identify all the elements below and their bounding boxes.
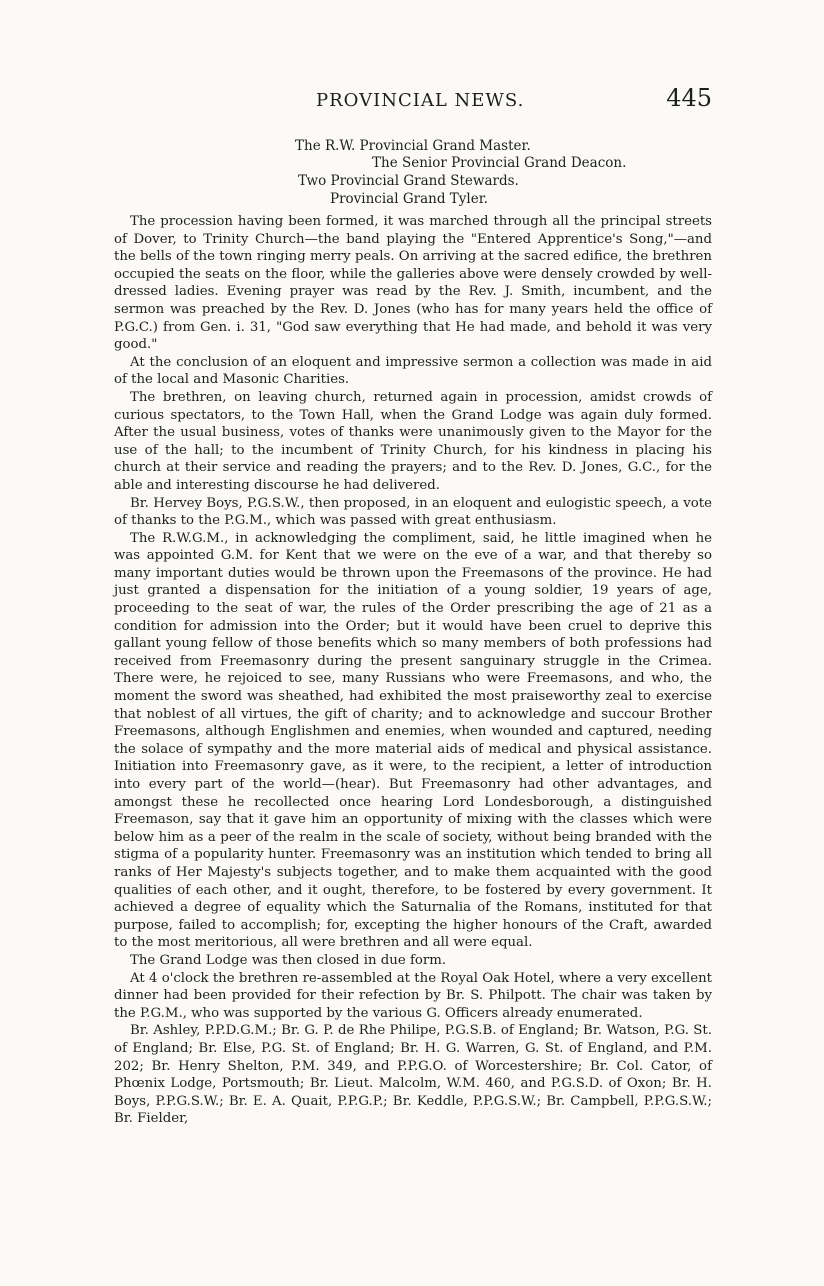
paragraph: The procession having been formed, it was marched through all the principal streets of Dover, to Trinity Church—the band playing the "Entered Apprentice's Song,"—and the bells of the town ringing merry peals. On arriving at the sacred edifice, the brethren occupied the seats on the floor, while the galleries above were densely crowded by well-dressed ladies. Evening prayer was read by the Rev. J. Smith, incumbent, and the sermon was preached by the Rev. D. Jones (who has for many years held the office of P.G.C.) from Gen. i. 31, "God saw everything that He had made, and behold it was very good." [114,214,712,353]
paragraph: Br. Ashley, P.P.D.G.M.; Br. G. P. de Rhe Philipe, P.G.S.B. of England; Br. Watson, P.G. St. of England; Br. Else, P.G. St. of England; Br. H. G. Warren, G. St. of England, and P.M. 202; Br. Henry Shelton, P.M. 349, and P.P.G.O. of Worcestershire; Br. Col. Cator, of Phœnix Lodge, Portsmouth; Br. Lieut. Malcolm, W.M. 460, and P.G.S.D. of Oxon; Br. H. Boys, P.P.G.S.W.; Br. E. A. Quait, P.P.G.P.; Br. Keddle, P.P.G.S.W.; Br. Campbell, P.P.G.S.W.; Br. Fielder, [114,1023,712,1127]
page-number: 445 [666,84,712,112]
paragraph: The brethren, on leaving church, returned again in procession, amidst crowds of curious spectators, to the Town Hall, when the Grand Lodge was again duly formed. After the usual business, votes of thanks were unanimously given to the Mayor for the use of the hall; to the incumbent of Trinity Church, for his kindness in placing his church at their service and reading the prayers; and to the Rev. D. Jones, G.C., for the able and interesting discourse he had delivered. [114,389,712,493]
article-body [114,213,712,1128]
procession-line: The R.W. Provincial Grand Master. [295,138,531,154]
procession-line: Provincial Grand Tyler. [330,191,488,207]
procession-line: Two Provincial Grand Stewards. [298,173,519,189]
procession-line: The Senior Provincial Grand Deacon. [372,155,627,171]
running-title: PROVINCIAL NEWS. [316,90,525,111]
paragraph: At the conclusion of an eloquent and impressive sermon a collection was made in aid of the local and Masonic Charities. [114,354,712,388]
paragraph: Br. Hervey Boys, P.G.S.W., then proposed, in an eloquent and eulogistic speech, a vote of thanks to the P.G.M., which was passed with great enthusiasm. [114,495,712,529]
paragraph: At 4 o'clock the brethren re-assembled at the Royal Oak Hotel, where a very excellent dinner had been provided for their refection by Br. S. Philpott. The chair was taken by the P.G.M., who was supported by the various G. Officers already enumerated. [114,970,712,1021]
running-head [0,84,824,120]
paragraph: The Grand Lodge was then closed in due form. [130,952,447,968]
paragraph: The R.W.G.M., in acknowledging the compliment, said, he little imagined when he was appointed G.M. for Kent that we were on the eve of a war, and that thereby so many important duties would be thrown upon the Freemasons of the province. He had just granted a dispensation for the initiation of a young soldier, 19 years of age, proceeding to the seat of war, the rules of the Order prescribing the age of 21 as a condition for admission into the Order; but it would have been cruel to deprive this gallant young fellow of those benefits which so many members of both professions had received from Freemasonry during the present sanguinary struggle in the Crimea. There were, he rejoiced to see, many Russians who were Freemasons, and who, the moment the sword was sheathed, had exhibited the most praiseworthy zeal to exercise that noblest of all virtues, the gift of charity; and to acknowledge and succour Brother Freemasons, although Englishmen and enemies, when wounded and captured, needing the solace of sympathy and the more material aids of medical and physical assistance. Initiation into Freemasonry gave, as it were, to the recipient, a letter of introduction into every part of the world—(hear). But Freemasonry had other advantages, and amongst these he recollected once hearing Lord Londesborough, a distinguished Freemason, say that it gave him an opportunity of mixing with the classes which were below him as a peer of the realm in the scale of society, without being branded with the stigma of a popularity hunter. Freemasonry was an institution which tended to bring all ranks of Her Majesty's subjects together, and to make them acquainted with the good qualities of each other, and it ought, therefore, to be fostered by every government. It achieved a degree of equality which the Saturnalia of the Romans, instituted for that purpose, failed to accomplish; for, excepting the higher honours of the Craft, awarded to the most meritorious, all were brethren and all were equal. [114,530,712,951]
